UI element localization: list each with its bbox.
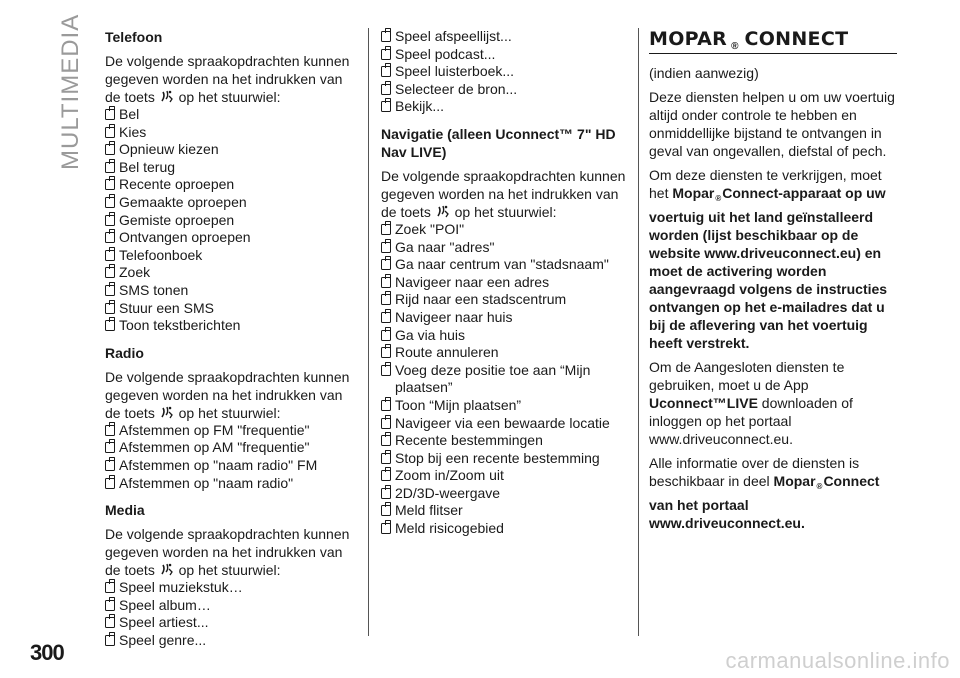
phone-bullet-icon (105, 109, 115, 120)
radio-heading: Radio (105, 344, 144, 361)
list-item (105, 212, 353, 230)
availability-note: (indien aanwezig) (649, 65, 759, 81)
mopar-connect-heading (649, 28, 897, 54)
phone-bullet-icon (381, 66, 391, 77)
phone-bullet-icon (105, 127, 115, 138)
phone-bullet-icon (105, 215, 115, 226)
phone-bullet-icon (381, 242, 391, 253)
telefoon-command-list (105, 106, 353, 335)
list-item-label: Speel muziekstuk… (119, 579, 243, 596)
phone-bullet-icon (381, 330, 391, 341)
list-item (381, 256, 631, 274)
phone-bullet-icon (105, 162, 115, 173)
list-item (105, 439, 353, 457)
list-item-label: Bel terug (119, 158, 176, 175)
list-item (105, 247, 353, 265)
list-item-label: Voeg deze positie toe aan “Mijn plaatsen” (395, 361, 591, 396)
list-item (105, 264, 353, 282)
phone-bullet-icon (105, 232, 115, 243)
list-item (105, 282, 353, 300)
list-item (381, 397, 631, 415)
list-item (381, 344, 631, 362)
phone-bullet-icon (105, 250, 115, 261)
phone-bullet-icon (381, 453, 391, 464)
list-item-label: Zoom in/Zoom uit (395, 467, 504, 484)
list-item-label: Afstemmen op AM "frequentie" (119, 439, 310, 456)
list-item (105, 632, 353, 650)
phone-bullet-icon (381, 312, 391, 323)
phone-bullet-icon (105, 635, 115, 646)
list-item-label: Speel luisterboek... (395, 63, 515, 80)
list-item-label: Speel genre... (119, 631, 207, 648)
column-1 (105, 28, 353, 649)
list-item (105, 159, 353, 177)
list-item-label: Speel afspeellijst... (395, 28, 512, 44)
phone-bullet-icon (381, 224, 391, 235)
brand-connect: CONNECT (744, 28, 849, 50)
phone-bullet-icon (105, 442, 115, 453)
list-item (381, 432, 631, 450)
list-item-label: Zoek "POI" (395, 220, 465, 237)
column-3 (649, 28, 897, 532)
list-item (381, 28, 631, 46)
brand-mopar: MOPAR (649, 28, 728, 50)
voice-command-icon (159, 88, 175, 104)
list-item-label: Afstemmen op "naam radio" FM (119, 456, 318, 473)
phone-bullet-icon (381, 523, 391, 534)
list-item (105, 317, 353, 335)
list-item-label: Ontvangen oproepen (119, 229, 251, 246)
list-item-label: Selecteer de bron... (395, 80, 518, 97)
list-item (381, 485, 631, 503)
list-item-label: SMS tonen (119, 281, 189, 298)
list-item (381, 309, 631, 327)
list-item-label: Speel artiest... (119, 614, 209, 631)
phone-bullet-icon (381, 505, 391, 516)
list-item-label: Afstemmen op FM "frequentie" (119, 421, 310, 438)
list-item-label: Navigeer naar een adres (395, 273, 550, 290)
media-intro: De volgende spraakopdrachten kunnen gegeven worden na het indrukken van de toets op het stuurwiel: (105, 526, 350, 579)
page-number: 300 (30, 640, 64, 665)
phone-bullet-icon (105, 617, 115, 628)
phone-bullet-icon (381, 294, 391, 305)
activation-paragraph: Om deze diensten te verkrijgen, moet het Mopar®Connect-apparaat op uw voertuig uit het land geïnstalleerd worden (lijst beschikbaar op de website www.driveuconnect.eu) en moet de activering worden aangevraagd volgens de instructies ontvangen op het e-mailadres dat u bij de aflevering van het voertuig heeft verstrekt. (649, 167, 888, 351)
media-command-list (105, 579, 353, 649)
list-item (381, 415, 631, 433)
list-item (381, 362, 631, 397)
phone-bullet-icon (381, 101, 391, 112)
column-divider-2 (638, 28, 639, 636)
phone-bullet-icon (105, 197, 115, 208)
registered-mark: ® (731, 41, 739, 52)
list-item (105, 141, 353, 159)
list-item-label: Stop bij een recente bestemming (395, 449, 600, 466)
phone-bullet-icon (381, 365, 391, 376)
list-item-label: Opnieuw kiezen (119, 141, 219, 158)
list-item-label: Navigeer via een bewaarde locatie (395, 414, 610, 431)
list-item (105, 475, 353, 493)
navigatie-command-list (381, 221, 631, 538)
list-item (381, 467, 631, 485)
phone-bullet-icon (105, 267, 115, 278)
list-item-label: Gemaakte oproepen (119, 193, 247, 210)
list-item-label: Recente bestemmingen (395, 432, 543, 449)
list-item (381, 221, 631, 239)
list-item (105, 422, 353, 440)
list-item (381, 520, 631, 538)
list-item-label: Meld flitser (395, 502, 463, 519)
list-item-label: Stuur een SMS (119, 299, 214, 316)
list-item-label: Bel (119, 106, 140, 122)
list-item (381, 239, 631, 257)
list-item (381, 81, 631, 99)
phone-bullet-icon (381, 84, 391, 95)
list-item (105, 176, 353, 194)
list-item (381, 327, 631, 345)
list-item (105, 579, 353, 597)
list-item (105, 300, 353, 318)
navigatie-heading: Navigatie (alleen Uconnect™ 7" HD Nav LIVE) (381, 125, 616, 160)
phone-bullet-icon (105, 425, 115, 436)
list-item (381, 98, 631, 116)
phone-bullet-icon (105, 144, 115, 155)
radio-command-list (105, 422, 353, 492)
phone-bullet-icon (105, 320, 115, 331)
phone-bullet-icon (381, 488, 391, 499)
list-item (105, 614, 353, 632)
list-item (381, 502, 631, 520)
phone-bullet-icon (381, 400, 391, 411)
list-item-label: Gemiste oproepen (119, 211, 235, 228)
app-paragraph: Om de Aangesloten diensten te gebruiken, moet u de App Uconnect™LIVE downloaden of inloggen op het portaal www.driveuconnect.eu. (649, 359, 853, 447)
phone-bullet-icon (105, 303, 115, 314)
list-item-label: Ga via huis (395, 326, 466, 343)
phone-bullet-icon (381, 418, 391, 429)
list-item (105, 229, 353, 247)
list-item (105, 597, 353, 615)
phone-bullet-icon (105, 285, 115, 296)
watermark: carmanualsonline.info (725, 648, 950, 673)
list-item-label: Recente oproepen (119, 176, 235, 193)
list-item-label: Rijd naar een stadscentrum (395, 291, 567, 308)
list-item-label: Kies (119, 123, 147, 140)
list-item-label: Zoek (119, 264, 151, 281)
navigatie-intro: De volgende spraakopdrachten kunnen gegeven worden na het indrukken van de toets op het stuurwiel: (381, 167, 626, 220)
phone-bullet-icon (105, 460, 115, 471)
list-item (105, 457, 353, 475)
list-item (381, 274, 631, 292)
phone-bullet-icon (105, 179, 115, 190)
phone-bullet-icon (381, 31, 391, 42)
info-paragraph: Alle informatie over de diensten is beschikbaar in deel Mopar®Connect van het portaal www.driveuconnect.eu. (649, 455, 880, 531)
telefoon-intro: De volgende spraakopdrachten kunnen gegeven worden na het indrukken van de toets op het stuurwiel: (105, 53, 350, 105)
list-item (381, 291, 631, 309)
phone-bullet-icon (381, 435, 391, 446)
media-heading: Media (105, 502, 145, 519)
list-item-label: Bekijk... (395, 98, 445, 115)
phone-bullet-icon (381, 277, 391, 288)
column-2 (381, 28, 631, 538)
phone-bullet-icon (105, 582, 115, 593)
list-item-label: Ga naar centrum van "stadsnaam" (395, 256, 609, 273)
phone-bullet-icon (381, 49, 391, 60)
list-item-label: Afstemmen op "naam radio" (119, 474, 294, 491)
phone-bullet-icon (381, 347, 391, 358)
media-command-list-continued (381, 28, 631, 116)
list-item-label: Meld risicogebied (395, 520, 504, 537)
phone-bullet-icon (105, 600, 115, 611)
voice-command-icon (159, 404, 175, 420)
services-paragraph: Deze diensten helpen u om uw voertuig altijd onder controle te hebben en onmiddellijke bijstand te ontvangen in geval van ongevallen, diefstal of pech. (649, 89, 895, 159)
list-item (381, 63, 631, 81)
list-item-label: Toon tekstberichten (119, 317, 241, 334)
list-item-label: Ga naar "adres" (395, 238, 495, 255)
list-item (105, 124, 353, 142)
phone-bullet-icon (105, 478, 115, 489)
voice-command-icon (435, 203, 451, 219)
radio-intro: De volgende spraakopdrachten kunnen gegeven worden na het indrukken van de toets op het stuurwiel: (105, 368, 350, 421)
list-item (105, 106, 353, 124)
list-item (381, 46, 631, 64)
list-item (105, 194, 353, 212)
phone-bullet-icon (381, 259, 391, 270)
list-item-label: Telefoonboek (119, 246, 203, 263)
list-item-label: Route annuleren (395, 344, 499, 361)
list-item-label: Navigeer naar huis (395, 308, 513, 325)
phone-bullet-icon (381, 470, 391, 481)
list-item-label: Speel album… (119, 596, 211, 613)
list-item-label: 2D/3D-weergave (395, 484, 501, 501)
column-divider-1 (368, 28, 369, 636)
list-item-label: Toon “Mijn plaatsen” (395, 396, 522, 413)
voice-command-icon (159, 561, 175, 577)
list-item-label: Speel podcast... (395, 45, 496, 62)
list-item (381, 450, 631, 468)
section-side-label: MULTIMEDIA (57, 13, 84, 170)
telefoon-heading: Telefoon (105, 29, 163, 45)
